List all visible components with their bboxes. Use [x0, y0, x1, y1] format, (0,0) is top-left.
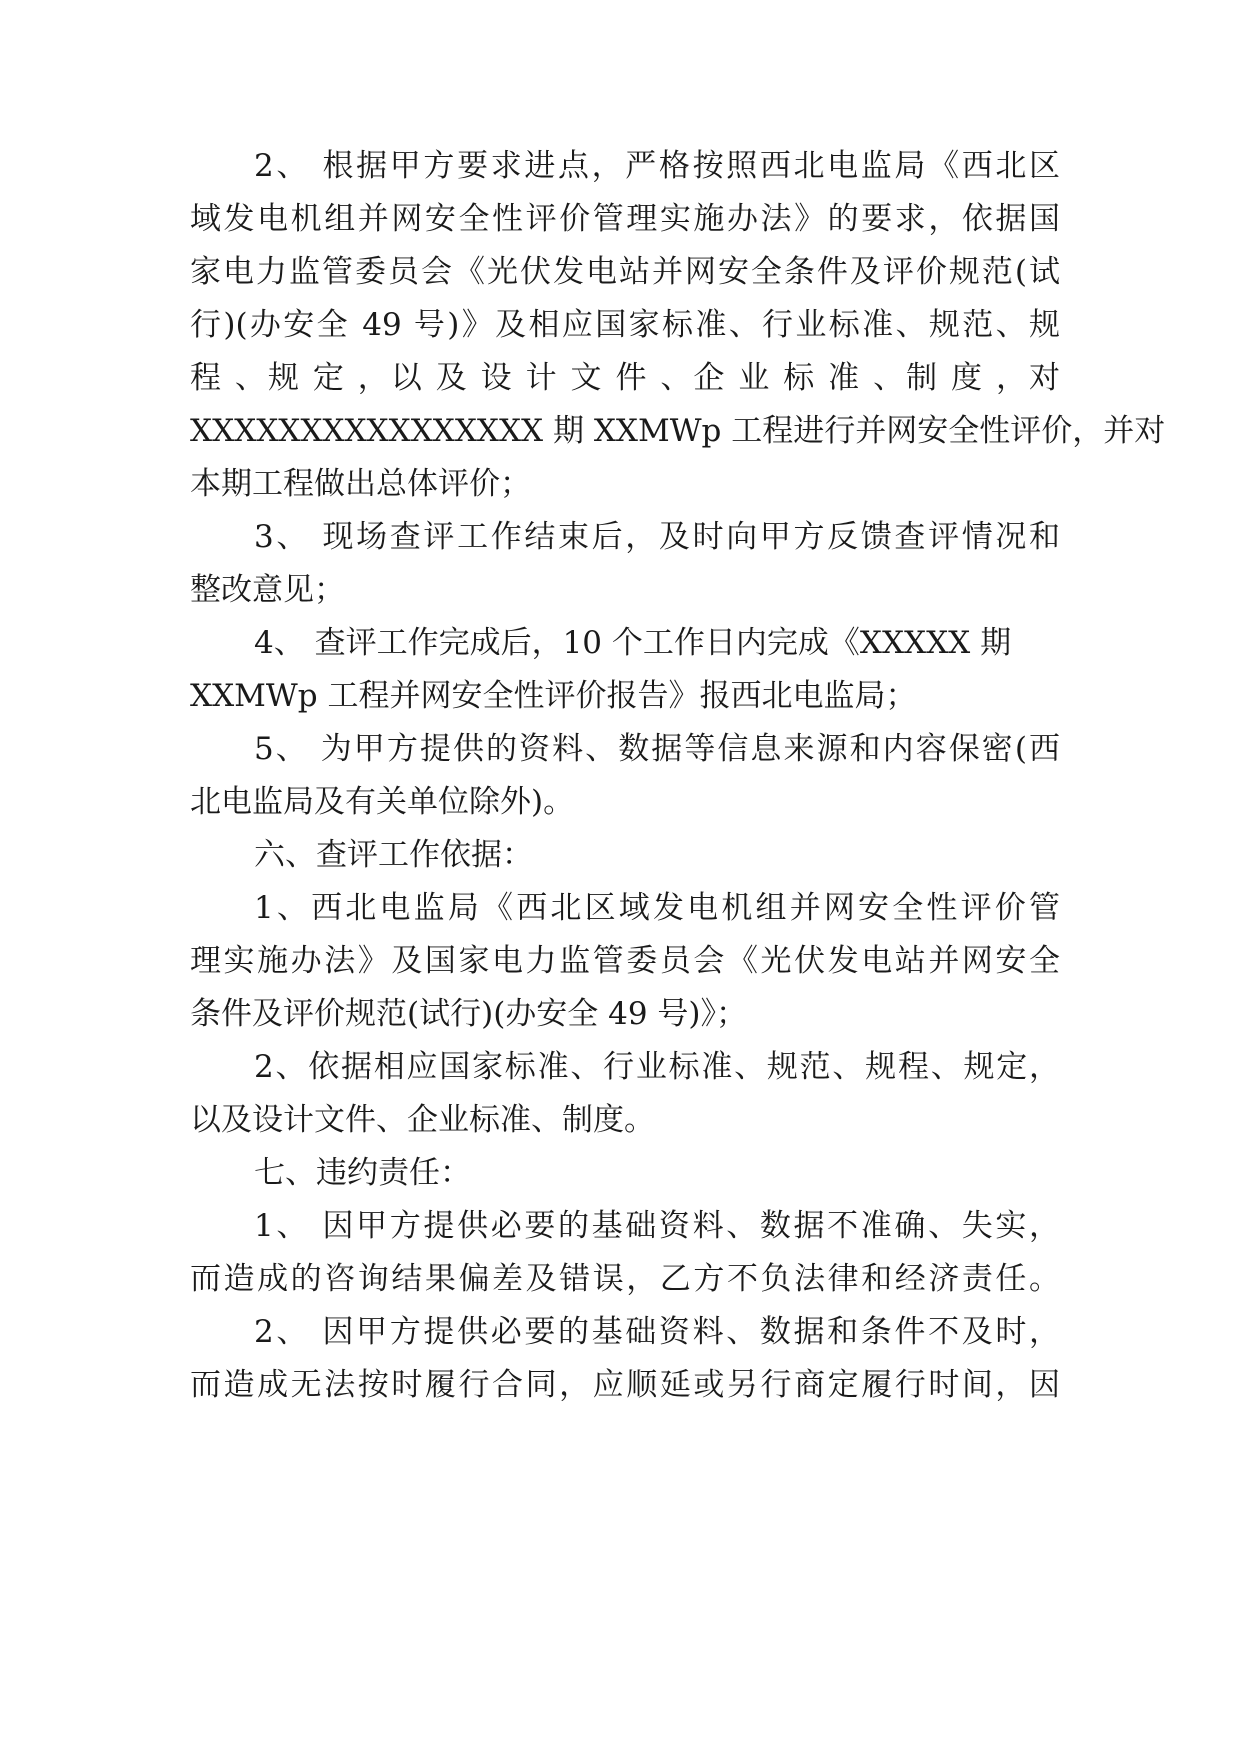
text-line: 2、依据相应国家标准、行业标准、规范、规程、规定， [254, 1049, 1060, 1085]
section-heading: 七、违约责任： [254, 1155, 471, 1191]
text-line: 而造成的咨询结果偏差及错误，乙方不负法律和经济责任。 [190, 1261, 1060, 1297]
text-line: 1、 因甲方提供必要的基础资料、数据不准确、失实， [254, 1208, 1060, 1244]
text-line: XXXXXXXXXXXXXXXX 期 XXMWp 工程进行并网安全性评价，并对 [190, 413, 1166, 449]
text-line: 3、 现场查评工作结束后，及时向甲方反馈查评情况和 [254, 519, 1060, 555]
text-line: 行)(办安全 49 号)》及相应国家标准、行业标准、规范、规 [190, 307, 1060, 343]
text-line: 家电力监管委员会《光伏发电站并网安全条件及评价规范(试 [190, 254, 1060, 290]
text-line: XXMWp 工程并网安全性评价报告》报西北电监局； [190, 678, 917, 714]
text-line: 理实施办法》及国家电力监管委员会《光伏发电站并网安全 [190, 943, 1060, 979]
text-line: 条件及评价规范(试行)(办安全 49 号)》； [190, 996, 748, 1032]
text-line: 1、西北电监局《西北区域发电机组并网安全性评价管 [254, 890, 1060, 926]
text-line: 域发电机组并网安全性评价管理实施办法》的要求，依据国 [190, 201, 1060, 237]
text-line: 北电监局及有关单位除外)。 [190, 784, 575, 820]
text-line: 5、 为甲方提供的资料、数据等信息来源和内容保密(西 [254, 731, 1060, 767]
section-heading: 六、查评工作依据： [254, 837, 533, 873]
text-line: 而造成无法按时履行合同，应顺延或另行商定履行时间，因 [190, 1367, 1060, 1403]
text-line: 2、 根据甲方要求进点，严格按照西北电监局《西北区 [254, 148, 1060, 184]
text-line: 程 、规 定 ，以 及 设 计 文 件 、企 业 标 准 、制 度 ，对 [190, 360, 1060, 396]
text-line: 整改意见； [190, 572, 345, 608]
text-line: 4、 查评工作完成后，10 个工作日内完成《XXXXX 期 [254, 625, 1012, 661]
text-line: 2、 因甲方提供必要的基础资料、数据和条件不及时， [254, 1314, 1060, 1350]
text-line: 以及设计文件、企业标准、制度。 [190, 1102, 655, 1138]
text-line: 本期工程做出总体评价； [190, 466, 531, 502]
